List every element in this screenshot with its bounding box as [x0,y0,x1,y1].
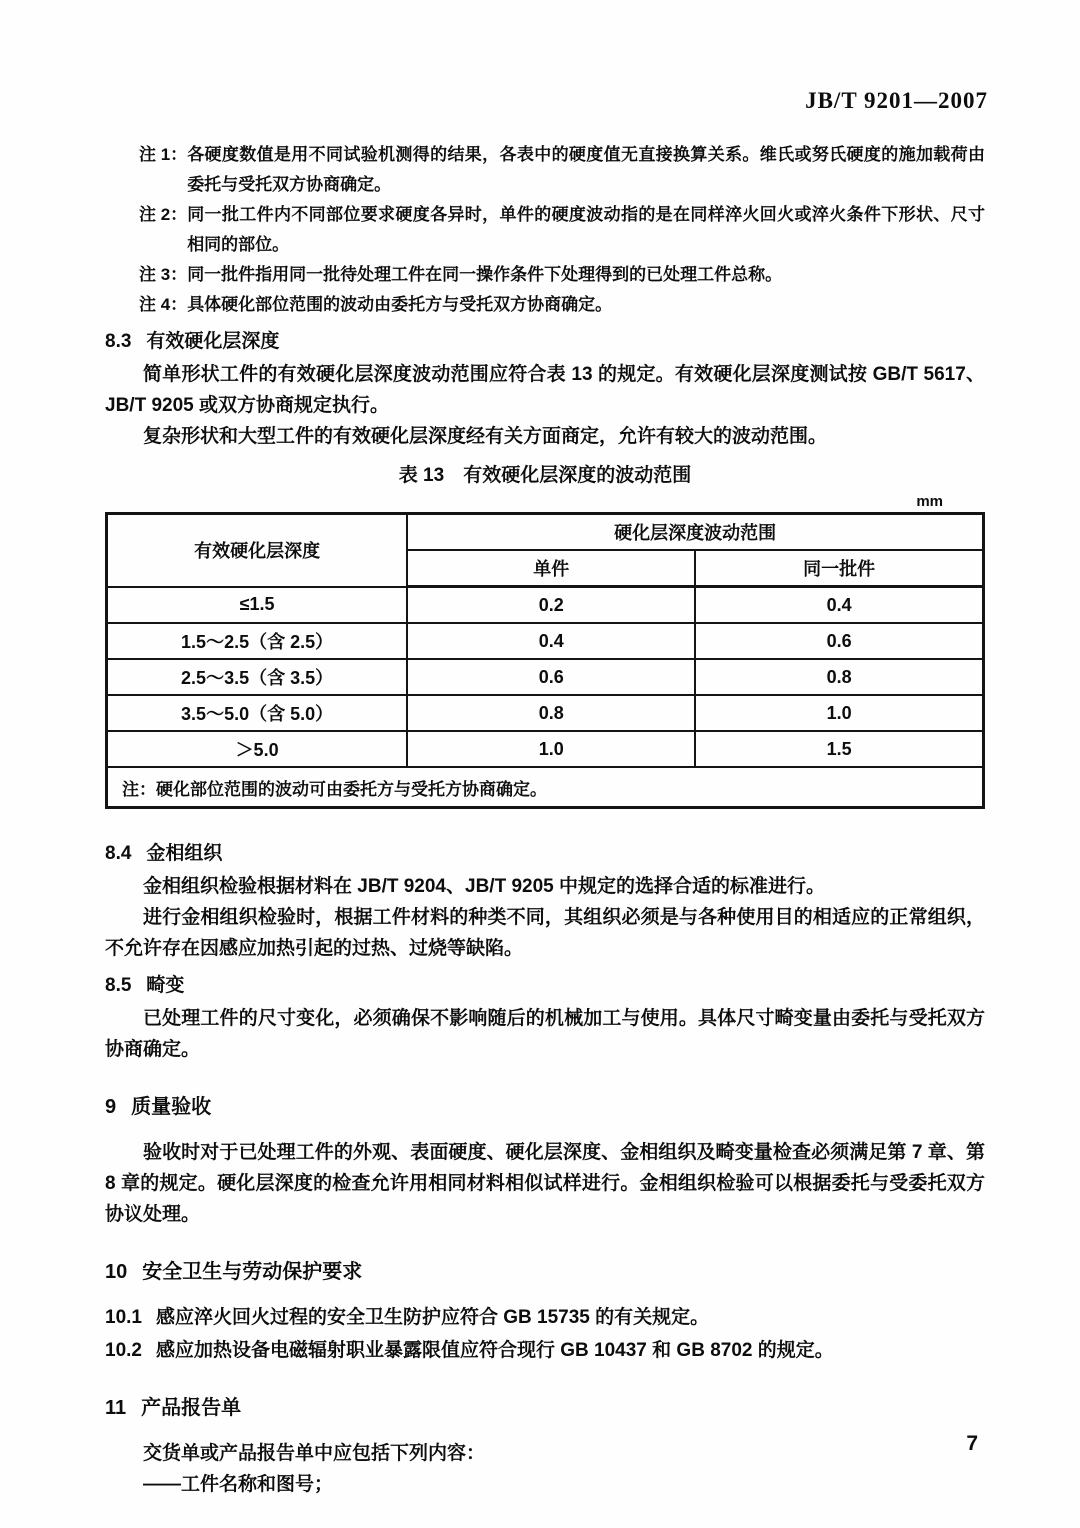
page-number: 7 [966,1432,978,1455]
page-content [105,140,985,1500]
note-3-label: 注 3： [139,265,188,284]
clause-10-1-number: 10.1 [105,1307,142,1328]
table-cell: 2.5～3.5（含 3.5） [107,659,408,695]
table-cell: 0.8 [695,659,983,695]
table-row [107,623,984,659]
section-10-title: 安全卫生与劳动保护要求 [142,1261,363,1283]
table-cell: 1.0 [407,731,695,767]
clause-10-1-text: 感应淬火回火过程的安全卫生防护应符合 GB 15735 的有关规定。 [155,1307,710,1328]
table-cell: 0.6 [695,623,983,659]
table-row [107,587,984,624]
note-2-text: 同一批工件内不同部位要求硬度各异时，单件的硬度波动指的是在同样淬火回火或淬火条件下形状、尺寸相同的部位。 [187,205,985,254]
standard-number: JB/T 9201—2007 [805,88,988,113]
notes-block [139,140,985,320]
section-8-3-heading [105,327,985,357]
table-13-header-row-1 [107,514,984,551]
table-13-span-header: 硬化层深度波动范围 [407,514,983,551]
section-8-3-paragraph-1: 简单形状工件的有效硬化层深度波动范围应符合表 13 的规定。有效硬化层深度测试按 GB/T 5617、JB/T 9205 或双方协商规定执行。 [105,364,985,416]
section-10-heading [105,1256,985,1288]
clause-10-2 [105,1335,985,1366]
table-cell: 0.4 [407,623,695,659]
table-13-subheader-batch: 同一批件 [695,550,983,587]
table-cell: 0.4 [695,587,983,624]
table-13-unit: mm [916,493,943,510]
section-9-paragraph-1: 验收时对于已处理工件的外观、表面硬度、硬化层深度、金相组织及畸变量检查必须满足第 7 章、第 8 章的规定。硬化层深度的检查允许用相同材料相似试样进行。金相组织检验可以根据委托与受委托双方协议处理。 [105,1142,985,1225]
section-9-title: 质量验收 [131,1096,212,1118]
table-cell: 1.0 [695,695,983,731]
note-2 [139,200,985,260]
table-13-caption: 表 13 有效硬化层深度的波动范围 [398,465,692,486]
table-cell: ≤1.5 [107,587,408,624]
clause-10-2-text: 感应加热设备电磁辐射职业暴露限值应符合现行 GB 10437 和 GB 8702 的规定。 [155,1340,834,1361]
table-cell: ＞5.0 [107,731,408,767]
clause-10-1 [105,1302,985,1333]
section-8-4-number: 8.4 [105,843,132,864]
table-13-col1-header: 有效硬化层深度 [107,514,408,587]
section-8-3-title: 有效硬化层深度 [146,331,280,352]
section-11-number: 11 [105,1397,127,1419]
table-row [107,695,984,731]
section-8-4-paragraph-2: 进行金相组织检验时，根据工件材料的种类不同，其组织必须是与各种使用目的相适应的正常组织，不允许存在因感应加热引起的过热、过烧等缺陷。 [105,907,985,959]
table-row [107,659,984,695]
section-11-paragraph-1: 交货单或产品报告单中应包括下列内容： [143,1443,486,1464]
table-13-subheader-single: 单件 [407,550,695,587]
note-2-label: 注 2： [139,205,188,224]
note-4-text: 具体硬化部位范围的波动由委托方与受托双方协商确定。 [187,295,613,314]
section-9-number: 9 [105,1096,117,1118]
note-3 [139,260,985,290]
table-13-note-row [107,767,984,808]
note-1-label: 注 1： [139,145,188,164]
table-13-note: 注：硬化部位范围的波动可由委托方与受托方协商确定。 [107,767,984,808]
table-13 [105,512,985,809]
note-4-label: 注 4： [139,295,188,314]
section-10-number: 10 [105,1261,128,1283]
section-8-3-number: 8.3 [105,331,132,352]
note-1-text: 各硬度数值是用不同试验机测得的结果，各表中的硬度值无直接换算关系。维氏或努氏硬度的施加载荷由委托与受托双方协商确定。 [187,145,985,194]
note-3-text: 同一批件指用同一批待处理工件在同一操作条件下处理得到的已处理工件总称。 [187,265,783,284]
section-8-4-paragraph-1: 金相组织检验根据材料在 JB/T 9204、JB/T 9205 中规定的选择合适的标准进行。 [143,876,825,897]
section-8-4-heading [105,839,985,869]
clause-10-2-number: 10.2 [105,1340,142,1361]
section-8-5-heading [105,971,985,1001]
table-cell: 0.2 [407,587,695,624]
section-11-heading [105,1392,985,1424]
section-8-4-title: 金相组织 [146,843,223,864]
table-cell: 0.6 [407,659,695,695]
section-8-5-number: 8.5 [105,975,132,996]
table-row [107,731,984,767]
note-4 [139,290,985,320]
table-cell: 1.5 [695,731,983,767]
section-8-5-paragraph-1: 已处理工件的尺寸变化，必须确保不影响随后的机械加工与使用。具体尺寸畸变量由委托与受托双方协商确定。 [105,1008,985,1060]
section-9-heading [105,1091,985,1123]
table-cell: 3.5～5.0（含 5.0） [107,695,408,731]
section-11-list-item-1: ——工件名称和图号； [143,1474,334,1495]
section-8-5-title: 畸变 [146,975,185,996]
section-11-title: 产品报告单 [141,1397,242,1419]
section-8-3-paragraph-2: 复杂形状和大型工件的有效硬化层深度经有关方面商定，允许有较大的波动范围。 [143,426,828,447]
table-cell: 0.8 [407,695,695,731]
note-1 [139,140,985,200]
table-cell: 1.5～2.5（含 2.5） [107,623,408,659]
